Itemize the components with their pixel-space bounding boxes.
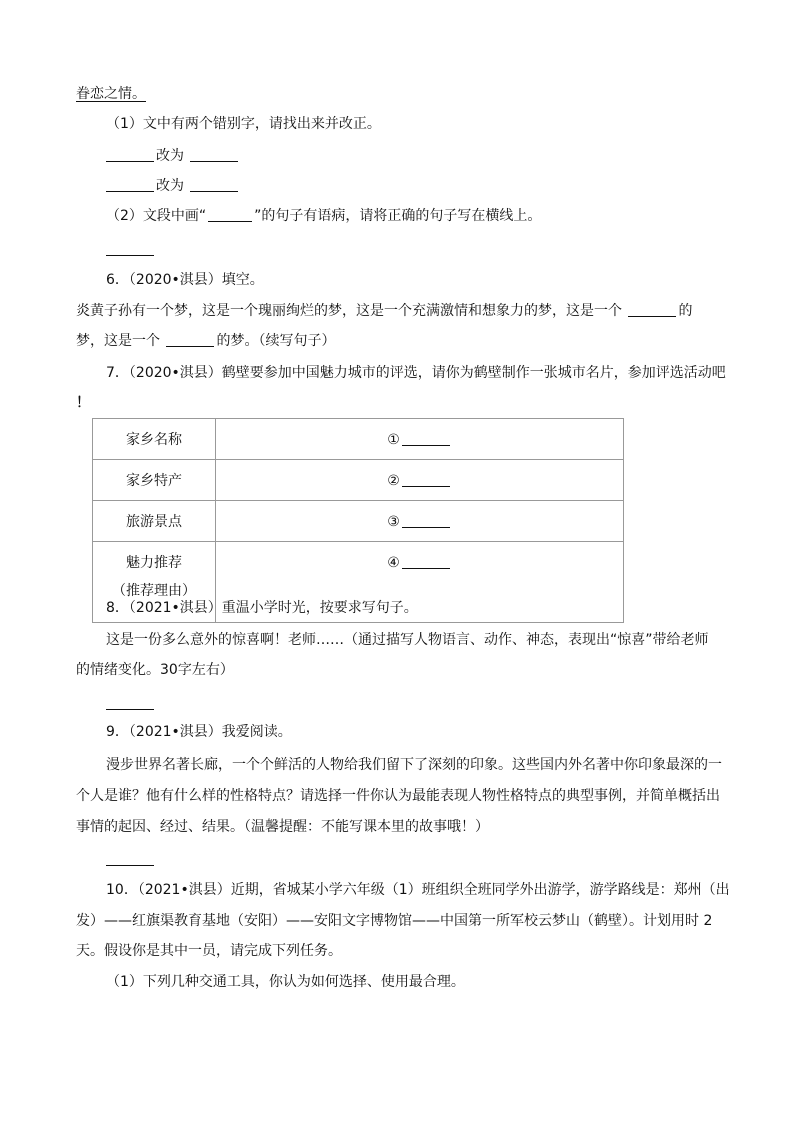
answer-blank[interactable]: [106, 851, 154, 866]
q6-line2: [76, 331, 335, 351]
circled-number: ②: [387, 473, 400, 489]
answer-blank[interactable]: [106, 695, 154, 710]
answer-blank[interactable]: [106, 241, 154, 256]
q9-stem: 9．（2021•淇县）我爱阅读。: [106, 724, 292, 740]
q10-line3: 天。假设你是其中一员，请完成下列任务。: [76, 943, 342, 959]
answer-blank[interactable]: [628, 302, 676, 317]
q7-stem-tail: ！: [76, 395, 90, 411]
table-key-cell: 家乡名称: [93, 419, 216, 460]
answer-blank[interactable]: [190, 147, 238, 162]
answer-blank[interactable]: [402, 554, 450, 569]
circled-number: ①: [387, 432, 400, 448]
q8-line1: 这是一份多么意外的惊喜啊！老师……（通过描写人物语言、动作、神态，表现出“惊喜”带给老师: [106, 632, 709, 648]
answer-blank[interactable]: [106, 177, 154, 192]
correction-row-1: [104, 146, 240, 166]
q10-line2: 发）——红旗渠教育基地（安阳）——安阳文字博物馆——中国第一所军校云梦山（鹤壁）。计划用时 2: [76, 913, 713, 929]
table-value-cell[interactable]: [216, 501, 624, 542]
q5-sub2-pre: （2）文段中画“: [106, 208, 207, 224]
correction-row-2: [104, 176, 240, 196]
q6-line1: [76, 301, 692, 321]
q9-line3: 事情的起因、经过、结果。（温馨提醒：不能写课本里的故事哦！）: [76, 819, 489, 835]
answer-blank[interactable]: [402, 513, 450, 528]
q5-sub2-post: ”的句子有语病，请将正确的句子写在横线上。: [254, 208, 542, 224]
change-label: 改为: [156, 148, 184, 164]
table-key-cell: 旅游景点: [93, 501, 216, 542]
q8-answer-line: [104, 694, 156, 714]
city-card-table: [92, 418, 624, 623]
q6-line2-text: 梦，这是一个: [76, 333, 160, 349]
q6-line1-tail: 的: [678, 303, 693, 319]
q10-line1: 10．（2021•淇县）近期，省城某小学六年级（1）班组织全班同学外出游学，游学路线是：郑州（出: [106, 882, 730, 898]
table-value-cell[interactable]: [216, 460, 624, 501]
q6-line2-tail: 的梦。（续写句子）: [216, 333, 336, 349]
table-row: [93, 419, 624, 460]
table-row: [93, 460, 624, 501]
q6-stem: 6．（2020•淇县）填空。: [106, 272, 264, 288]
answer-blank[interactable]: [208, 207, 252, 222]
circled-number: ④: [387, 555, 400, 571]
answer-blank[interactable]: [402, 431, 450, 446]
q7-stem: 7．（2020•淇县）鹤壁要参加中国魅力城市的评选，请你为鹤壁制作一张城市名片，参加评选活动吧: [106, 365, 726, 381]
q5-sub2: [106, 206, 541, 226]
q5-answer-line: [104, 240, 156, 260]
table-value-cell[interactable]: [216, 419, 624, 460]
q8-stem: 8．（2021•淇县）重温小学时光，按要求写句子。: [106, 600, 418, 616]
answer-blank[interactable]: [166, 332, 214, 347]
q5-sub1: （1）文中有两个错别字，请找出来并改正。: [106, 116, 381, 132]
answer-blank[interactable]: [106, 147, 154, 162]
answer-blank[interactable]: [402, 472, 450, 487]
table-key-label: 魅力推荐: [126, 555, 182, 571]
continuation-text: 眷恋之情。: [76, 86, 146, 102]
table-row: [93, 501, 624, 542]
q9-line1: 漫步世界名著长廊，一个个鲜活的人物给我们留下了深刻的印象。这些国内外名著中你印象最深的一: [106, 757, 722, 773]
change-label: 改为: [156, 178, 184, 194]
q8-line2: 的情绪变化。30字左右）: [76, 662, 234, 678]
q6-line1-text: 炎黄子孙有一个梦，这是一个瑰丽绚烂的梦，这是一个充满激情和想象力的梦，这是一个: [76, 303, 622, 319]
q10-sub1: （1）下列几种交通工具，你认为如何选择、使用最合理。: [106, 974, 465, 990]
table-key-cell: 家乡特产: [93, 460, 216, 501]
circled-number: ③: [387, 514, 400, 530]
answer-blank[interactable]: [190, 177, 238, 192]
q9-answer-line: [104, 850, 156, 870]
table-key-sublabel: （推荐理由）: [112, 583, 196, 599]
q9-line2: 个人是谁？他有什么样的性格特点？请选择一件你认为最能表现人物性格特点的典型事例，并简单概括出: [76, 788, 720, 804]
